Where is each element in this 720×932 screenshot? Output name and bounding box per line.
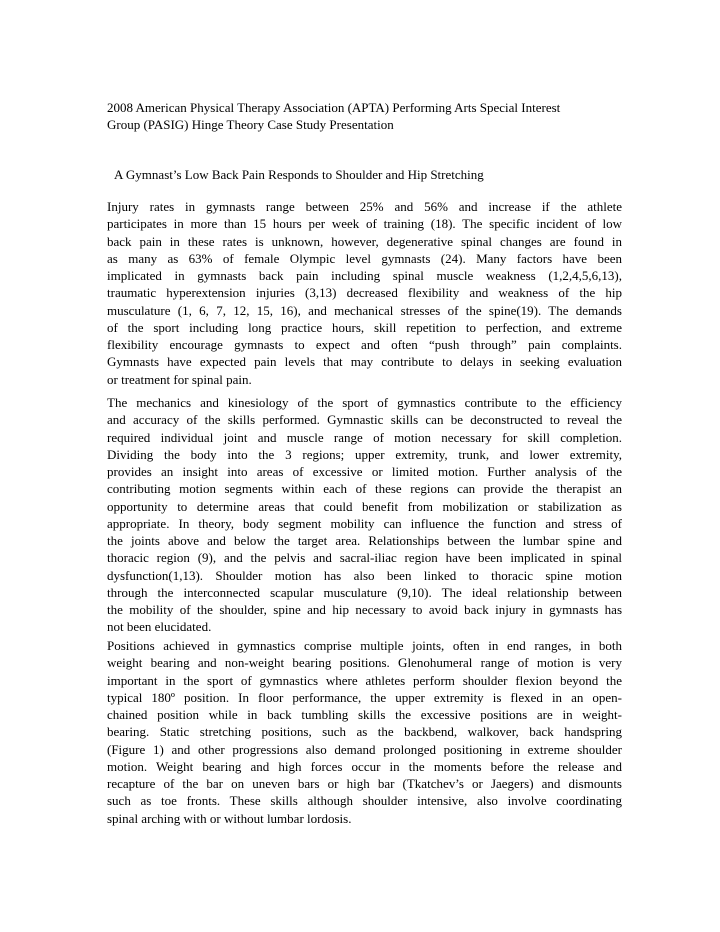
document-header xyxy=(107,99,622,134)
paragraph-line: the mobility of the shoulder, spine and hip necessary to avoid back injury in gymnasts has xyxy=(107,602,622,617)
paragraph-line: Positions achieved in gymnastics comprise multiple joints, often in end ranges, in both xyxy=(107,638,622,653)
paragraph-line: contributing motion segments within each of these regions can provide the therapist an xyxy=(107,481,622,497)
paragraph-line: provides an insight into areas of excessive or limited motion. Further analysis of the xyxy=(107,464,622,479)
paragraph-line: recapture of the bar on uneven bars or high bar (Tkatchev’s or Jaegers) and dismounts xyxy=(107,776,622,791)
paragraph-line: thoracic region (9), and the pelvis and sacral-iliac region have been implicated in spinal xyxy=(107,550,622,566)
paragraph-line: important in the sport of gymnastics where athletes perform shoulder flexion beyond the xyxy=(107,672,622,688)
paragraph-line: musculature (1, 6, 7, 12, 15, 16), and mechanical stresses of the spine(19). The demands xyxy=(107,302,622,318)
paragraph-line: Gymnasts have expected pain levels that may contribute to delays in seeking evaluation xyxy=(107,354,622,370)
paragraph-line: and accuracy of the skills performed. Gymnastic skills can be deconstructed to reveal the xyxy=(107,412,622,428)
paragraph-line: chained position while in back tumbling skills the excessive positions are in weight- xyxy=(107,707,622,722)
paragraph-line: not been elucidated. xyxy=(107,619,212,635)
paragraph-line: back pain in these rates is unknown, however, degenerative spinal changes are found in xyxy=(107,233,622,249)
paragraph-line: The mechanics and kinesiology of the sport of gymnastics contribute to the efficiency xyxy=(107,395,622,410)
paragraph-line: participates in more than 15 hours per week of training (18). The specific incident of low xyxy=(107,216,622,232)
paragraph-line: implicated in gymnasts back pain including spinal muscle weakness (1,2,4,5,6,13), xyxy=(107,268,622,283)
paragraph-line: opportunity to determine areas that could benefit from mobilization or stabilization as xyxy=(107,498,622,514)
paragraph-line: typical 180º position. In floor performance, the upper extremity is flexed in an open- xyxy=(107,689,622,705)
paragraph-line: of the sport including long practice hours, skill repetition to perfection, and extreme xyxy=(107,319,622,335)
paragraph-line: Dividing the body into the 3 regions; upper extremity, trunk, and lower extremity, xyxy=(107,446,622,462)
paragraph-line: spinal arching with or without lumbar lordosis. xyxy=(107,810,352,826)
paragraph-injury-rates xyxy=(107,198,622,388)
document-title xyxy=(114,166,629,183)
paragraph-positions xyxy=(107,637,622,827)
paragraph-line: the joints above and below the target area. Relationships between the lumbar spine and xyxy=(107,533,622,548)
paragraph-line: dysfunction(1,13). Shoulder motion has also been linked to thoracic spine motion xyxy=(107,567,622,583)
paragraph-line: as many as 63% of female Olympic level gymnasts (24). Many factors have been xyxy=(107,250,622,266)
title-text: A Gymnast’s Low Back Pain Responds to Shoulder and Hip Stretching xyxy=(114,167,484,182)
header-line: 2008 American Physical Therapy Association (APTA) Performing Arts Special Interest xyxy=(107,100,561,115)
paragraph-line: Injury rates in gymnasts range between 25% and 56% and increase if the athlete xyxy=(107,199,622,214)
paragraph-line: motion. Weight bearing and high forces occur in the moments before the release and xyxy=(107,758,622,774)
paragraph-line: weight bearing and non-weight bearing positions. Glenohumeral range of motion is very xyxy=(107,655,622,671)
paragraph-line: or treatment for spinal pain. xyxy=(107,371,252,387)
paragraph-mechanics xyxy=(107,394,622,636)
paragraph-line: required individual joint and muscle range of motion necessary for skill completion. xyxy=(107,429,622,445)
paragraph-line: (Figure 1) and other progressions also demand prolonged positioning in extreme shoulder xyxy=(107,741,622,757)
header-line: Group (PASIG) Hinge Theory Case Study Presentation xyxy=(107,117,394,133)
paragraph-line: flexibility encourage gymnasts to expect and often “push through” pain complaints. xyxy=(107,337,622,352)
paragraph-line: through the interconnected scapular musculature (9,10). The ideal relationship between xyxy=(107,584,622,600)
paragraph-line: traumatic hyperextension injuries (3,13) decreased flexibility and weakness of the hip xyxy=(107,285,622,301)
paragraph-line: bearing. Static stretching positions, such as the backbend, walkover, back handspring xyxy=(107,724,622,740)
paragraph-line: such as toe fronts. These skills although shoulder intensive, also involve coordinating xyxy=(107,793,622,809)
paragraph-line: appropriate. In theory, body segment mobility can influence the function and stress of xyxy=(107,515,622,531)
